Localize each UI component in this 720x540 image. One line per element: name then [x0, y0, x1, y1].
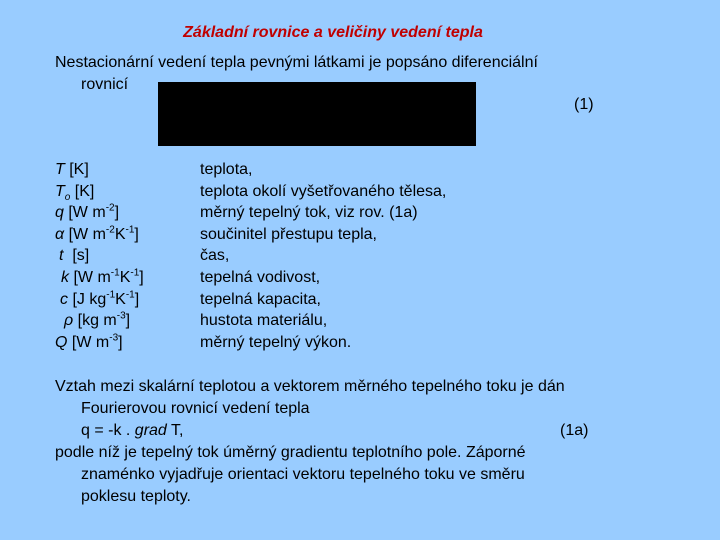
- symbol-description: teplota,: [200, 161, 253, 178]
- symbol-unit: k [W $m^{-1}K^{-1}$]: [61, 267, 144, 286]
- symbol-unit: c [J $kg^{-1}K^{-1}$]: [60, 289, 140, 308]
- symbol-description: teplota okolí vyšetřovaného tělesa,: [200, 182, 447, 200]
- symbol-description: tepelná kapacita,: [200, 290, 321, 308]
- symbol-unit: Q [W $m^{-3}$]: [55, 332, 123, 351]
- text-line: Fourierovou rovnicí vedení tepla: [81, 400, 310, 417]
- symbol-description: čas,: [200, 247, 230, 265]
- text-line: znaménko vyjadřuje orientaci vektoru tepelného toku ve směru: [81, 466, 525, 483]
- equation-number: (1a): [560, 422, 589, 439]
- fourier-equation: q = -k . grad T, (1a): [55, 420, 675, 442]
- equation-number: (1): [574, 96, 594, 113]
- text-line: podle níž je tepelný tok úměrný gradientu teplotního pole. Záporné: [55, 444, 526, 461]
- symbol-description: tepelná vodivost,: [200, 269, 321, 286]
- symbol-unit: t [s]: [59, 247, 90, 265]
- equation-image-placeholder: [158, 82, 476, 146]
- symbol-unit: T [K]: [55, 161, 89, 178]
- symbol-unit: q [W $m^{-2}$]: [55, 202, 120, 222]
- symbol-description: hustota materiálu,: [200, 312, 328, 330]
- symbol-unit: α [W $m^{-2}K^{-1}$]: [55, 224, 139, 243]
- intro-line: rovnicí: [81, 76, 129, 93]
- fourier-paragraph: [55, 376, 675, 508]
- symbol-unit: ρ [kg $m^{-3}$]: [64, 310, 131, 330]
- text-line: Vztah mezi skalární teplotou a vektorem měrného tepelného toku je dán: [55, 378, 565, 395]
- symbol-description: měrný tepelný tok, viz rov. (1a): [200, 204, 418, 222]
- symbol-description: měrný tepelný výkon.: [200, 333, 352, 351]
- text-line: poklesu teploty.: [81, 488, 191, 505]
- symbol-description: součinitel přestupu tepla,: [200, 225, 377, 243]
- symbol-unit: $T_o$ [K]: [55, 182, 95, 203]
- page-title: Základní rovnice a veličiny vedení tepla: [183, 24, 483, 41]
- intro-line: Nestacionární vedení tepla pevnými látkami je popsáno diferenciální: [55, 54, 538, 71]
